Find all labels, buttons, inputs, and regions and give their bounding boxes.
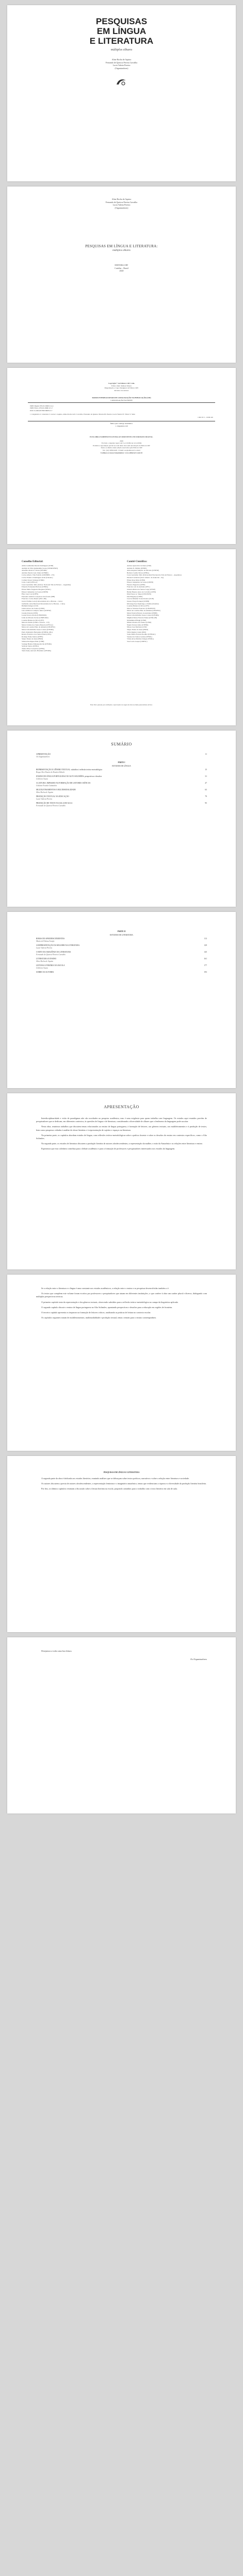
catalog-subjects: 1. Linguística 2. Literatura 3. Letras I. Aquino, Aline Rocha de II. Carvalho, Fernando de Queiroz Pereira III. Pereira, Lucia Valeria IV. Título V. Série [30, 413, 135, 415]
council-member: Tadeu Oliver Gonçalves (UFPA) [22, 647, 45, 650]
toc-entry-title: PRODUÇÃO DE TEXTO NA SALA DE AULA [36, 802, 73, 804]
toc-entry-title: A LEITURA: IMPASSES NA FORMAÇÃO DE LEITORES CRÍTICOS [36, 782, 91, 784]
council-member: Simone Rodrigues Pinto (UNB) [22, 640, 44, 642]
toc-entry[interactable] [36, 756, 207, 758]
rights-reserved-line: Todos os direitos desta edição reservados pela Editora CRV [101, 447, 142, 449]
toc-entry-page: 15 [205, 769, 207, 771]
toc-page-2 [7, 912, 236, 1088]
council-member: Maria Cristina dos Santos Bezerra (UFSCar) [22, 623, 53, 626]
council-title: Conselho Editorial: [22, 561, 43, 563]
book-title: PESQUISAS EM LÍNGUA E LITERATURA: [85, 244, 158, 248]
committee-title: Comitê Científico: [127, 561, 148, 563]
organizer-name: (Organizadores) [115, 66, 128, 70]
toc-entry[interactable] [36, 791, 207, 794]
publisher-name: EDITORA CRV [115, 264, 128, 266]
body-paragraph: Esperamos que esta coletânea contribua para o debate acadêmico e para a formação de professores e pesquisadores interessados nos estudos da linguagem. [41, 1147, 175, 1150]
body-paragraph: Os textos que compõem este volume foram escritos por professores e pesquisadores que atuam em diferentes instituições, o que confere à obra um caráter plural e diverso, dialogando com múltiplas perspectivas teóricas. [36, 1292, 207, 1298]
part-heading: PARTE I [118, 761, 125, 764]
council-member: Andréia da Silva Quintanilha Sousa (UNIR/UFRN) [22, 567, 58, 569]
council-member: Francisco Carlos Duarte (PUC-PR) [22, 598, 46, 600]
body-paragraph: O segundo capítulo discute o ensino de língua portuguesa no Alto Solimões, apontando perspectivas e desafios para a educação em regiões de fronteira. [41, 1306, 173, 1309]
committee-member: Vânia Alves Martins Chaigar (FURG) [127, 638, 154, 640]
committee-member: Anna Augusta Sampaio de Oliveira (UNESP) [127, 569, 159, 572]
council-member: Gloria Fariñas León (Universidade de La Havana – Cuba) [22, 600, 62, 602]
toc-entry-title: Fernando de Queiroz Pereira Carvalho [36, 805, 66, 807]
committee-member: Gláucia Maria dos Santos Jorge (UFOP) [127, 588, 155, 590]
cover-subtitle: múltiplos olhares [110, 48, 133, 52]
contact-line: Tel.: (41) 3039-6418 - E-mail: sac@editoracrv.com.br [102, 449, 141, 451]
organizer-name: Fernando de Queiroz Pereira Carvalho [105, 200, 138, 204]
council-member: Antônio Pereira Gaio Júnior (UFRRJ) [22, 571, 48, 574]
committee-member: Mohammed Elhajji (UFRJ) [127, 619, 147, 621]
council-member: Sérgio Nunes de Jesus (IFRO) [22, 638, 43, 640]
cover-organizers [7, 58, 236, 70]
toc-entry-title: Fernando de Queiroz Pereira Carvalho [36, 954, 66, 956]
council-member: Elione Maria Nogueira Diogenes (UFAL) [22, 588, 51, 590]
body-paragraph: O primeiro capítulo trata da representação e dos gêneros textuais, oferecendo subsídios para a reflexão teórico-metodológica no campo da linguística aplicada. [41, 1300, 179, 1303]
publisher-block [7, 264, 236, 273]
toc-entry-title: LEITURA LITERÁRIA NA ESCOLA [36, 964, 65, 967]
toc-entry[interactable] [36, 960, 207, 963]
index-entry: 1. Linguística 410 [115, 425, 128, 427]
toc-entry-title: MULTILETRAMENTOS E MULTIMODALIDADE [36, 789, 76, 791]
cover-title-line: E LITERATURA [89, 36, 154, 46]
toc-entry-title: SOBRE OS AUTORES [36, 971, 54, 973]
council-member: Marcelo Paixão (UFRJ e UTexas – US) [22, 621, 50, 624]
council-member: Paulo Romualdo Hernandes (UNIFAL-MG) [22, 631, 53, 633]
cover-page [7, 5, 236, 181]
toc-entry-title: LITERATURA E ENSINO [36, 958, 57, 960]
catalog-card [28, 397, 215, 428]
credit-role: Revisão: Os Autores [114, 389, 129, 392]
body-paragraph: Nesta obra, reunimos trabalhos que discutem temas relacionados ao ensino de língua portuguesa, à formação de leitores, aos gêneros textuais, aos multiletramentos e à produção de textos, bem como pesquisas voltadas à análise de obras literárias e à representação de sujeitos e espaços na literatura. [36, 1125, 207, 1131]
body-paragraph: O terceiro capítulo apresenta os impasses na formação de leitores críticos, analisando as práticas de leitura no contexto escolar. [41, 1311, 151, 1314]
council-member: Carlos Federico Dominguez Avila (Unieuro) [22, 576, 53, 579]
toc-entry[interactable] [36, 778, 207, 781]
council-member: Cesar Gerónimo Tello (Univer. Nacional Três de Febrero – Argentina) [22, 583, 71, 586]
council-member: Sydione Santos (UEPG) [22, 645, 39, 648]
body-paragraph: Interdisciplinaridade e visão de paradigmas não são novidades na pesquisa acadêmica, mas é uma exigência para quem trabalha com linguagem. Os estudos aqui reunidos provêm de pesquisadores que se dedicam, em diferentes contextos, às questões de língua e de literatura, considerando a diversidade de olhares que o fenômeno da linguagem pode suscitar. [36, 1117, 207, 1123]
part-subheading: ESTUDOS DE LÍNGUA [112, 765, 131, 767]
committee-member: Andrea Aparecida Cavinato (USP) [127, 565, 151, 567]
council-member: Carmen Tereza Velanga (UNIR) [22, 579, 44, 581]
council-page [7, 549, 236, 725]
publication-year: 2020 [119, 269, 124, 273]
toc-entry-title: Aline Rocha de Aquino [36, 791, 54, 793]
body-paragraph: Por fim, os últimos capítulos retomam a discussão sobre a leitura literária na escola, propondo caminhos para o trabalho com o texto literário em sala de aula. [41, 1487, 177, 1490]
toc-entry-title: Lucia Valeria Pereira [36, 947, 53, 949]
copyright-line: Copyright © da Editora CRV Ltda. [108, 382, 135, 384]
council-member: Maria de Lourdes Pinto de Almeida (UNOESC) [22, 626, 56, 629]
toc-entry-title: APRESENTAÇÃO [36, 753, 51, 755]
committee-member: José de Ribamar Sousa Pereira (UCB) [127, 598, 154, 600]
toc-entry-title: Gislaine Frazão Guimarães [36, 785, 57, 787]
toc-entry-page: 79 [205, 795, 207, 798]
council-member: Lourdes Helena da Silva (UFV) [22, 619, 44, 621]
council-member: Tania Suely Azevedo Brasileiro (UFOPA) [22, 650, 51, 652]
organizer-name: Aline Rocha de Aquino [111, 198, 132, 200]
presentation-page [7, 1093, 236, 1269]
title-page [7, 187, 236, 363]
committee-member: Eliane Rose Maio (UEM) [127, 579, 145, 581]
credit-role: Editor-chefe: Railson Moura [111, 384, 132, 387]
toc-entry-title: REPRESENTAÇÃO E GÊNERO TEXTUAL: subsídios à reflexão teórico-metodológica [36, 769, 103, 771]
council-member: Rodrigo Pratte-Santos (UFES) [22, 635, 43, 638]
organizer-name: Lucia Valeria Pereira [112, 64, 131, 67]
cover-title-line: EM LÍNGUA [96, 26, 147, 36]
toc-entry-title: Lucia Valeria Pereira [36, 798, 53, 800]
title-organizers [7, 198, 236, 209]
toc-entry-title: RIMAS DE AFRODESCENDENTES [36, 938, 65, 940]
toc-entry[interactable] [36, 771, 207, 774]
toc-entry-title: Gilcilene Souza [36, 967, 48, 969]
toc-entry[interactable] [36, 805, 207, 807]
part-subheading: ESTUDOS DE LITERATURA [110, 934, 133, 936]
body-paragraph: Na segunda parte, os estudos de literatura discutem a produção literária de autores afrodescendentes, a representação da mulher, o mito da Amazônia e as relações entre literatura e ensino. [41, 1142, 203, 1145]
council-member: Solange Helena Ximenes-Rocha (UFOPA) [22, 642, 52, 645]
committee-member: Francisco Ari de Andrade (UFC) [127, 586, 150, 588]
toc-entry[interactable] [36, 947, 207, 950]
isbn-line: ISBN Digital 978-65-5868-514-4 [30, 404, 54, 407]
council-member: Anselmo Alencar Colares (UFOPA) [22, 569, 47, 572]
committee-member: Cesar Gerónimo Tello (Universidad Nacional de Três de Febrero – Argentina) [127, 574, 182, 577]
book-subtitle: múltiplos olhares [112, 249, 131, 252]
body-paragraph: Na primeira parte, os capítulos abordam estudos de língua, com reflexões teórico-metodológicas sobre a prática docente e sobre os desafios do ensino em contextos específicos, como o Alto Solimões. [36, 1133, 207, 1140]
part-heading: PARTE II [117, 930, 126, 933]
toc-entry-page: 177 [204, 964, 207, 967]
toc-entry-page: 145 [204, 951, 207, 953]
chapter-page-1 [7, 1275, 236, 1451]
rights-year: 2020 [120, 439, 123, 442]
doi-line: DOI 10.24824/978655868513.7 [30, 409, 53, 412]
committee-member: Jussara Fraga Portugal (UNEB) [127, 600, 150, 602]
toc-page [7, 731, 236, 907]
committee-member: Najela Tavares Ujiie (UTFPR) [127, 623, 149, 626]
cover-title-line: PESQUISAS [95, 16, 148, 26]
toc-entry-title: ENSINO DE LÍNGUA PORTUGUESA NO ALTO SOLIMÕES: perspectivas e desafios [36, 775, 102, 777]
toc-entry-title: A REPRESENTAÇÃO DA MULHER NA LITERATURA [36, 944, 80, 946]
publisher-city: Curitiba – Brasil [115, 266, 128, 269]
toc-heading: SUMÁRIO [111, 742, 132, 747]
council-member: Guillermo Arias Beatón (Universidade de La Havana – Cuba) [22, 602, 65, 605]
council-member: Leonel Severo Rocha (UNISINOS) [22, 614, 47, 617]
chapter-page-2 [7, 1456, 236, 1632]
committee-member: Míghian Danae Ferreira Nunes (UNILAB) [127, 617, 157, 619]
council-member: Elizeu Clementino de Souza (UNEB) [22, 590, 48, 593]
committee-member: Suzana dos Santos Gomes (UFMG) [127, 635, 152, 638]
chapter-lead-paragraph: Se a relação entre a literatura e a língua é uma constante nos estudos acadêmicos, a relação entre o ensino e as pesquisas desenvolvidas também o é. [41, 1287, 169, 1290]
council-member: Lídia de Oliveira Xavier (UNIEURO) [22, 617, 48, 619]
cover-title [7, 16, 236, 46]
council-member: Fernando Antônio Gonçalves Alcoforado (IPB) [22, 595, 55, 598]
toc-entry[interactable] [36, 785, 207, 787]
committee-member: Andréia N. Militão (UEMS) [127, 567, 147, 569]
council-member: João Adalberto Campato Junior (UNESP) [22, 609, 51, 612]
council-right [127, 561, 222, 643]
toc-entry-page: 63 [205, 789, 207, 791]
catalog-classification: CDU 81'1 - CDD 410 [198, 416, 213, 419]
closing-paragraph: Desejamos a todos uma boa leitura. [41, 1650, 72, 1652]
committee-member: Diosnel Centurion (Univ Americ. de Asunción – Py) [127, 576, 164, 579]
committee-member: Silvia Regina Canan (URI) [127, 631, 146, 633]
committee-member: Fauston Negreiros (UFPI) [127, 583, 145, 586]
credits-page [7, 368, 236, 544]
toc-entry-page: 31 [205, 775, 207, 777]
committee-member: Maria de Lourdes Pinto de Almeida (UNOESC) [127, 609, 161, 612]
committee-member: Marcos Vinicius Francisco (UNOESTE) [127, 607, 155, 609]
credit-role: Diagramação e Capa: Designers da Editora CRV [104, 387, 139, 389]
committee-member: Helder Buenos Aires de Carvalho (UFPI) [127, 590, 156, 593]
toc-entry-page: 95 [205, 802, 207, 804]
council-member: Carlos Alberto Vilar Estêvão (UMINHO – PT) [22, 574, 55, 577]
council-left [22, 561, 117, 652]
toc-entry[interactable] [36, 967, 207, 970]
digital-note: ESTA OBRA TAMBÉM ENCONTRA-SE DISPONÍVEL EM FORMATO DIGITAL. [89, 436, 154, 438]
committee-member: Elizeu Clementino de Souza (UNEB) [127, 581, 153, 584]
council-member: Renato Francisco dos Santos Paula (UFG) [22, 633, 52, 636]
council-member: Eduardo Fernandes Barbosa (UFMG) [22, 586, 48, 588]
committee-member: Maria Eurácia Barreto de Andrade (UFRB) [127, 612, 157, 614]
toc-entry-title: O MITO DA AMAZÔNIA NA LITERATURA [36, 951, 71, 953]
council-member: Élsio José Corá (UFFS) [22, 593, 39, 596]
committee-member: Lourdes Helena da Silva (UFV) [127, 605, 150, 607]
crv-logo-icon [115, 77, 127, 88]
committee-member: Nilson José Machado (USP) [127, 626, 147, 629]
catalog-subheader: CATALOGAÇÃO NA FONTE [110, 399, 133, 401]
reproduction-note: Proibida a reprodução parcial ou total desta obra sem autorização da Editora CRV [92, 444, 150, 447]
isbn-line: ISBN Físico 978-65-5868-513-7 [30, 407, 53, 410]
organizer-name: Aline Rocha de Aquino [111, 58, 132, 61]
section-title: PESQUISAS EM LÍNGUA E LITERATURA [103, 1471, 140, 1473]
toc-entry-page: 113 [204, 938, 207, 940]
toc-entry-page: 161 [204, 958, 207, 960]
body-paragraph: Os autores discutem a poesia de autores afrodescendentes, a representação feminina e o imaginário amazônico, temas que evidenciam a riqueza e a diversidade da produção literária brasileira. [41, 1482, 207, 1485]
peer-review-note: Este livro passou por avaliação e aprovação às cegas de dois ou mais pareceristas ad hoc. [90, 704, 153, 706]
council-member: Celso Conti (UFSCar) [22, 581, 38, 584]
presentation-heading: APRESENTAÇÃO [104, 1105, 139, 1109]
body-paragraph: A segunda parte da obra é dedicada aos estudos literários, reunindo análises que se debruçam sobre textos poéticos, narrativos e sobre a relação entre literatura e sociedade. [41, 1477, 190, 1480]
toc-entry-page: 193 [204, 971, 207, 973]
toc-entry-title: Roque Alex Duarte do Rosário Rabelo [36, 771, 65, 773]
council-member: Helmuth Krüger (UCP) [22, 605, 39, 607]
toc-entry[interactable] [36, 798, 207, 801]
chapter-page-3 [7, 1637, 236, 1814]
toc-entry-page: 47 [205, 782, 207, 784]
toc-entry-title: Os Organizadores [36, 756, 50, 758]
signature: Os Organizadores [190, 1658, 207, 1661]
council-member: Maria Lília Imbiriba Sousa Colares (UFOPA) [22, 629, 54, 631]
body-paragraph: Os capítulos seguintes tratam de multiletramentos, multimodalidade e produção textual, temas centrais para o ensino contemporâneo. [41, 1316, 157, 1319]
organizer-name: Lucia Valeria Pereira [112, 204, 131, 207]
committee-member: Sérgio Nunes de Jesus (IFRO) [127, 629, 149, 631]
toc-entry-title: Aline Rocha de Aquino [36, 960, 54, 962]
committee-member: Vera Lucia Gaspar (UDESC) [127, 640, 148, 642]
toc-entry-title: Gilcilene Souza [36, 778, 48, 780]
toc-entry[interactable] [36, 954, 207, 956]
toc-entry-page: 129 [204, 944, 207, 946]
toc-entry-title: Maria de Fátima Araújo [36, 940, 55, 942]
catalog-header: DADOS INTERNACIONAIS DE CATALOGAÇÃO NA PUBLICAÇÃO (CIP) [92, 397, 151, 399]
committee-member: Ilma Passos A. Veiga (UNICEUB) [127, 593, 151, 596]
council-member: Josania Portela (UFPI) [22, 612, 38, 614]
toc-entry[interactable] [36, 940, 207, 943]
organizer-name: Fernando de Queiroz Pereira Carvalho [105, 61, 138, 64]
legal-deposit-note: Foi feito o depósito legal conf. Lei 10.994 de 14/12/2004 [101, 442, 142, 445]
council-member: Aldira Guimarães Duarte Domínguez (UNB) [22, 565, 54, 567]
organizer-name: (Organizadores) [115, 206, 128, 209]
committee-member: Sonia Maria Ferreira Koehler (UNISAL) [127, 633, 156, 636]
toc-entry-page: 11 [205, 753, 207, 755]
committee-member: Kilwangy Kya Kapitango-a-Samba (Unemat) [127, 602, 159, 605]
committee-member: Inês Bragança (UERJ) [127, 595, 143, 598]
committee-member: Mônica Pereira dos Santos (UFRJ) [127, 621, 152, 624]
toc-entry-title: PRODUÇÃO TEXTUAL NA EDUCAÇÃO [36, 795, 69, 798]
index-title: Índice para catálogo sistemático [110, 422, 133, 425]
committee-member: Barbara Coelho Neves (UFBA) [127, 571, 149, 574]
council-member: Jailson Alves dos Santos (UFRJ) [22, 607, 45, 609]
committee-member: Maria Lília Imbiriba Sousa Colares (UFOPA) [127, 614, 159, 617]
toc-entry[interactable] [36, 971, 207, 974]
website-line[interactable]: Conheça os nossos lançamentos: www.editoracrv.com.br [100, 451, 143, 454]
